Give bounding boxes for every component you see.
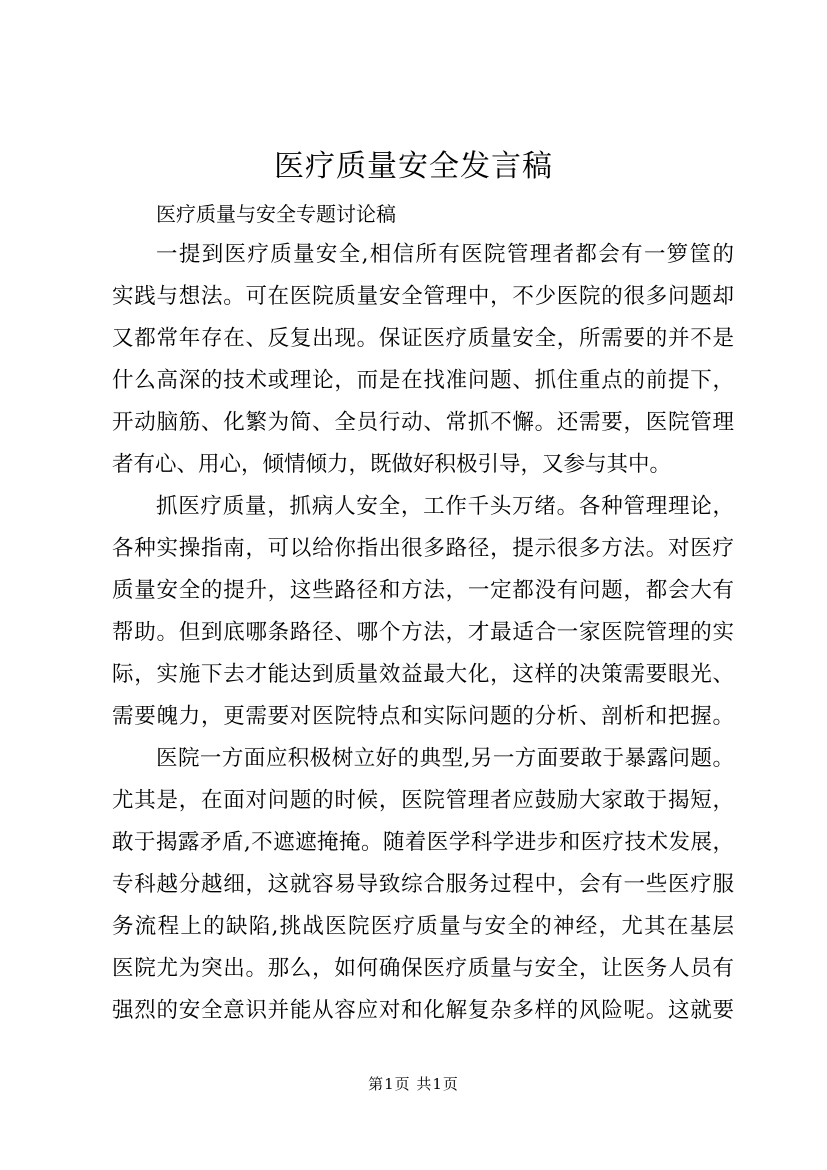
paragraph-3-line-7: 强烈的安全意识并能从容应对和化解复杂多样的风险呢。这就要 [112,998,734,1023]
paragraph-1-line-4: 什么高深的技术或理论，而是在找准问题、抓住重点的前提下， [112,368,734,393]
paragraph-2-line-3: 质量安全的提升，这些路径和方法，一定都没有问题，都会大有 [112,578,734,603]
paragraph-3-line-4: 专科越分越细，这就容易导致综合服务过程中，会有一些医疗服 [112,872,734,897]
document-subtitle: 医疗质量与安全专题讨论稿 [156,202,396,226]
paragraph-3-line-6: 医院尤为突出。那么，如何确保医疗质量与安全，让医务人员有 [112,956,734,981]
paragraph-2-line-6: 需要魄力，更需要对医院特点和实际问题的分析、剖析和把握。 [112,704,734,729]
paragraph-1-line-2: 实践与想法。可在医院质量安全管理中，不少医院的很多问题却 [112,284,734,309]
paragraph-3-line-2: 尤其是，在面对问题的时候，医院管理者应鼓励大家敢于揭短， [112,788,734,813]
page-footer: 第1页 共1页 [368,1075,459,1093]
paragraph-3-line-1: 医院一方面应积极树立好的典型,另一方面要敢于暴露问题。 [156,746,734,771]
document-title: 医疗质量安全发言稿 [274,149,553,184]
paragraph-1-line-6: 者有心、用心，倾情倾力，既做好积极引导，又参与其中。 [112,452,672,477]
paragraph-1-line-1: 一提到医疗质量安全,相信所有医院管理者都会有一箩筐的 [156,242,734,267]
paragraph-2-line-1: 抓医疗质量，抓病人安全，工作千头万绪。各种管理理论， [156,494,734,519]
paragraph-1-line-3: 又都常年存在、反复出现。保证医疗质量安全，所需要的并不是 [112,326,734,351]
paragraph-3-line-3: 敢于揭露矛盾,不遮遮掩掩。随着医学科学进步和医疗技术发展， [112,830,734,855]
paragraph-2-line-5: 际，实施下去才能达到质量效益最大化，这样的决策需要眼光、 [112,662,734,687]
paragraph-2-line-4: 帮助。但到底哪条路径、哪个方法，才最适合一家医院管理的实 [112,620,734,645]
paragraph-1-line-5: 开动脑筋、化繁为简、全员行动、常抓不懈。还需要，医院管理 [112,410,734,435]
paragraph-2-line-2: 各种实操指南，可以给你指出很多路径，提示很多方法。对医疗 [112,536,734,561]
paragraph-3-line-5: 务流程上的缺陷,挑战医院医疗质量与安全的神经，尤其在基层 [112,914,734,939]
